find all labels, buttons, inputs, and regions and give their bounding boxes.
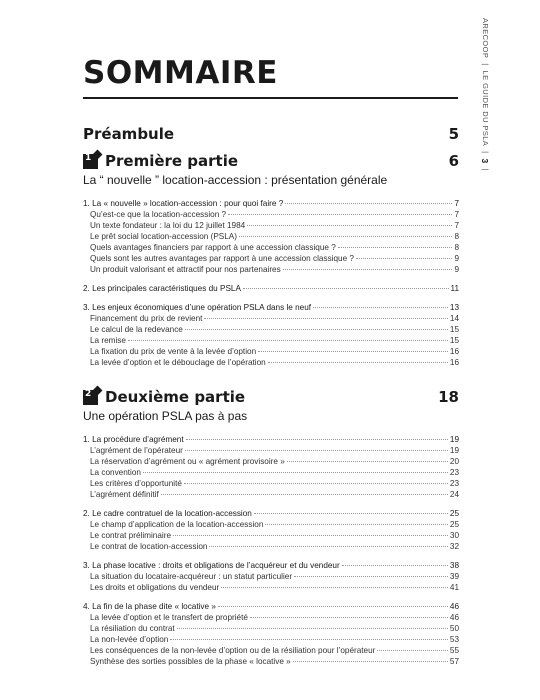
dot-leader: [258, 351, 448, 352]
toc-page-number: 19: [449, 435, 459, 444]
toc-subsection[interactable]: [83, 623, 459, 634]
dot-leader: [184, 483, 448, 484]
toc-section[interactable]: [83, 601, 459, 612]
toc-subsection[interactable]: [83, 253, 459, 264]
dot-leader: [313, 307, 448, 308]
toc-label: Le calcul de la redevance: [90, 325, 183, 334]
toc-entry-preambule[interactable]: [83, 125, 459, 144]
toc-subsection[interactable]: [83, 209, 459, 220]
dot-leader: [254, 513, 448, 514]
part-number-icon: 1: [83, 154, 98, 169]
toc-label: L’agrément de l’opérateur: [90, 446, 183, 455]
toc-page-number: 11: [450, 284, 459, 293]
toc-label: La levée d’option et le transfert de propriété: [90, 613, 248, 622]
dot-leader: [185, 329, 448, 330]
toc-page-number: 25: [449, 509, 459, 518]
dot-leader: [243, 288, 449, 289]
dot-leader: [265, 524, 447, 525]
dot-leader: [177, 628, 448, 629]
toc-page-number: 53: [449, 635, 459, 644]
toc-label: La situation du locataire-acquéreur : un statut particulier: [90, 572, 293, 581]
toc-subsection[interactable]: [83, 541, 459, 552]
toc-subsection[interactable]: [83, 656, 459, 667]
dot-leader: [128, 340, 448, 341]
dot-leader: [285, 203, 452, 204]
toc-page-number: 57: [449, 657, 459, 666]
dot-leader: [143, 472, 448, 473]
dot-leader: [294, 576, 448, 577]
toc-page-number: 50: [449, 624, 459, 633]
toc-page-number: 16: [449, 347, 459, 356]
toc-subsection[interactable]: [83, 346, 459, 357]
toc-label: La convention: [90, 468, 141, 477]
dot-leader: [173, 535, 448, 536]
toc-page-number: 18: [438, 388, 459, 406]
toc-section[interactable]: [83, 198, 459, 209]
toc-subsection[interactable]: [83, 264, 459, 275]
toc-page-number: 24: [449, 490, 459, 499]
title-underline: [83, 97, 458, 99]
page-number: 3: [480, 158, 490, 164]
dot-leader: [170, 639, 448, 640]
toc-page-number: 13: [449, 303, 459, 312]
toc-label: Les critères d’opportunité: [90, 479, 182, 488]
part-number-icon: 2: [83, 390, 98, 405]
toc-label: 2. Le cadre contratuel de la location-accession: [83, 509, 252, 518]
toc-label: Un produit valorisant et attractif pour nos partenaires: [90, 265, 281, 274]
toc-page-number: 39: [449, 572, 459, 581]
running-header-separator: |: [481, 63, 490, 66]
part-2-sections: [83, 434, 459, 667]
dot-leader: [250, 617, 448, 618]
dot-leader: [185, 450, 448, 451]
toc-label: La remise: [90, 336, 126, 345]
toc-page-number: 7: [454, 199, 459, 208]
dot-leader: [356, 258, 452, 259]
toc-label: 4. La fin de la phase dite « locative »: [83, 602, 216, 611]
dot-leader: [287, 461, 448, 462]
toc-subsection[interactable]: [83, 335, 459, 346]
toc-page-number: 15: [449, 336, 459, 345]
toc-subsection[interactable]: [83, 313, 459, 324]
toc-subsection[interactable]: [83, 612, 459, 623]
toc-subsection[interactable]: [83, 530, 459, 541]
dot-leader: [293, 661, 448, 662]
toc-page-number: 32: [449, 542, 459, 551]
toc-label: La résiliation du contrat: [90, 624, 175, 633]
toc-label: Les conséquences de la non-levée d’option ou de la résiliation pour l’opérateur: [90, 646, 376, 655]
toc-subsection[interactable]: [83, 357, 459, 368]
toc-subsection[interactable]: [83, 582, 459, 593]
toc-page-number: 46: [449, 602, 459, 611]
part-1-sections: [83, 198, 459, 368]
toc-label: L’agrément définitif: [90, 490, 159, 499]
dot-leader: [228, 214, 452, 215]
toc-section[interactable]: [83, 560, 459, 571]
sidebar-running-header: [478, 18, 492, 188]
toc-label: Synthèse des sorties possibles de la phase « locative »: [90, 657, 291, 666]
toc-label: Le champ d’application de la location-accession: [90, 520, 264, 529]
running-header-separator: |: [481, 168, 490, 171]
toc-page-number: 41: [449, 583, 459, 592]
toc-page-number: 7: [454, 210, 459, 219]
toc-page-number: 8: [454, 232, 459, 241]
dot-leader: [186, 439, 448, 440]
toc-label: Le contrat de location-accession: [90, 542, 208, 551]
toc-page-number: 55: [449, 646, 459, 655]
toc-subsection[interactable]: [83, 445, 459, 456]
dot-leader: [221, 587, 448, 588]
toc-subsection[interactable]: [83, 645, 459, 656]
dot-leader: [239, 236, 452, 237]
toc-label: 1. La « nouvelle » location-accession : pour quoi faire ?: [83, 199, 284, 208]
toc-page-number: 46: [449, 613, 459, 622]
toc-page-number: 23: [449, 479, 459, 488]
toc-page-number: 5: [448, 125, 459, 143]
toc-page-number: 8: [454, 243, 459, 252]
dot-leader: [209, 546, 447, 547]
toc-subsection[interactable]: [83, 324, 459, 335]
dot-leader: [283, 269, 453, 270]
running-header-separator: |: [481, 151, 490, 154]
page-title: SOMMAIRE: [83, 55, 278, 91]
toc-page-number: 23: [449, 468, 459, 477]
toc-label: Qu’est-ce que la location-accession ?: [90, 210, 227, 219]
dot-leader: [218, 606, 448, 607]
dot-leader: [268, 362, 448, 363]
toc-page-number: 9: [454, 265, 459, 274]
part-subtitle: Une opération PSLA pas à pas: [83, 409, 248, 423]
running-header-guide: LE GUIDE DU PSLA: [481, 70, 490, 147]
toc-subsection[interactable]: [83, 478, 459, 489]
toc-label: La non-levée d’option: [90, 635, 169, 644]
toc-page-number: 15: [449, 325, 459, 334]
toc-part-1[interactable]: [83, 152, 459, 171]
toc-page-number: 6: [448, 152, 459, 170]
toc-label: Le prêt social location-accession (PSLA): [90, 232, 237, 241]
part-title: Première partie: [105, 152, 239, 170]
toc-label: 3. Les enjeux économiques d’une opération PSLA dans le neuf: [83, 303, 312, 312]
dot-leader: [247, 225, 452, 226]
toc-label: 1. La procédure d’agrément: [83, 435, 184, 444]
toc-subsection[interactable]: [83, 519, 459, 530]
dot-leader: [377, 650, 447, 651]
toc-label: 3. La phase locative : droits et obligations de l’acquéreur et du vendeur: [83, 561, 340, 570]
toc-subsection[interactable]: [83, 634, 459, 645]
toc-label: La réservation d’agrément ou « agrément provisoire »: [90, 457, 285, 466]
toc-label: La levée d’option et le débouclage de l’opération: [90, 358, 266, 367]
toc-part-2[interactable]: [83, 388, 459, 407]
dot-leader: [338, 247, 453, 248]
toc-subsection[interactable]: [83, 231, 459, 242]
toc-page-number: 16: [449, 358, 459, 367]
toc-label: Le contrat préliminaire: [90, 531, 172, 540]
toc-label: Un texte fondateur : la loi du 12 juillet 1984: [90, 221, 246, 230]
toc-label: Quels sont les autres avantages par rapport à une accession classique ?: [90, 254, 354, 263]
toc-subsection[interactable]: [83, 467, 459, 478]
toc-subsection[interactable]: [83, 571, 459, 582]
toc-page-number: 9: [454, 254, 459, 263]
toc-label: Quels avantages financiers par rapport à une accession classique ?: [90, 243, 336, 252]
toc-page-number: 7: [454, 221, 459, 230]
toc-section[interactable]: [83, 508, 459, 519]
running-header-text: [480, 18, 490, 171]
dot-leader: [161, 494, 448, 495]
toc-label: La fixation du prix de vente à la levée d’option: [90, 347, 257, 356]
table-of-contents: [83, 125, 459, 667]
toc-section[interactable]: [83, 434, 459, 445]
toc-subsection[interactable]: [83, 456, 459, 467]
toc-label: Financement du prix de revient: [90, 314, 203, 323]
toc-label: 2. Les principales caractéristiques du PSLA: [83, 284, 241, 293]
toc-label: Les droits et obligations du vendeur: [90, 583, 220, 592]
toc-page-number: 19: [449, 446, 459, 455]
dot-leader: [204, 318, 447, 319]
running-header-brand: ARECOOP: [481, 18, 490, 59]
dot-leader: [342, 565, 448, 566]
toc-page-number: 30: [449, 531, 459, 540]
part-subtitle: La “ nouvelle ” location-accession : présentation générale: [83, 173, 388, 187]
toc-page-number: 38: [449, 561, 459, 570]
toc-page-number: 25: [449, 520, 459, 529]
part-title: Deuxième partie: [105, 388, 246, 406]
toc-subsection[interactable]: [83, 489, 459, 500]
toc-subsection[interactable]: [83, 220, 459, 231]
toc-page-number: 20: [449, 457, 459, 466]
toc-section[interactable]: [83, 283, 459, 294]
toc-label: Préambule: [83, 125, 175, 143]
toc-section[interactable]: [83, 302, 459, 313]
toc-page-number: 14: [449, 314, 459, 323]
toc-subsection[interactable]: [83, 242, 459, 253]
